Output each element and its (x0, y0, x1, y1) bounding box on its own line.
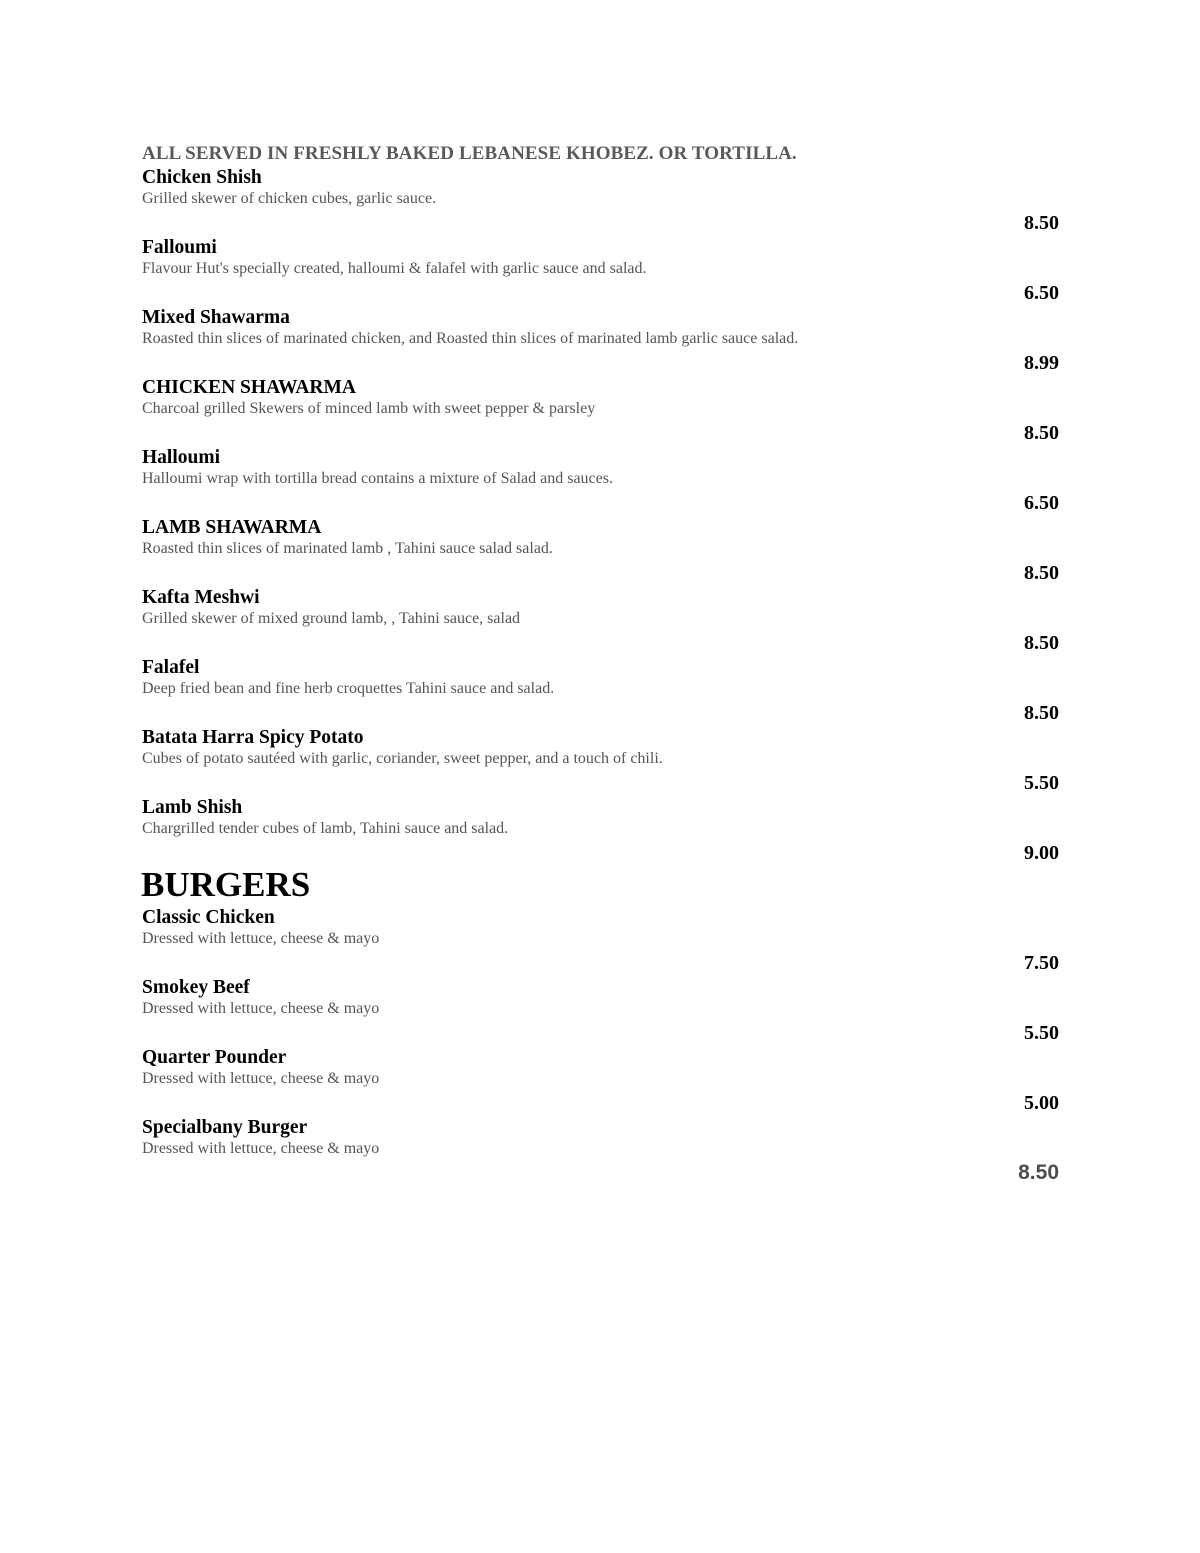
menu-item (0, 797, 1200, 865)
item-price: 5.00 (1024, 1092, 1059, 1114)
menu-item (0, 1047, 1200, 1115)
item-description: Deep fried bean and fine herb croquettes Tahini sauce and salad. (142, 680, 555, 697)
item-name: Kafta Meshwi (142, 587, 260, 608)
item-name: Classic Chicken (142, 907, 275, 928)
item-description: Roasted thin slices of marinated lamb , Tahini sauce salad salad. (142, 540, 553, 557)
section-title-burgers: BURGERS (141, 865, 311, 904)
item-name: Lamb Shish (142, 797, 243, 818)
item-description: Roasted thin slices of marinated chicken, and Roasted thin slices of marinated lamb garlic sauce salad. (142, 330, 799, 347)
item-price: 8.50 (1024, 422, 1059, 444)
item-price: 9.00 (1024, 842, 1059, 864)
item-description: Halloumi wrap with tortilla bread contains a mixture of Salad and sauces. (142, 470, 613, 487)
item-price: 8.99 (1024, 352, 1059, 374)
item-name: Specialbany Burger (142, 1117, 308, 1138)
item-description: Dressed with lettuce, cheese & mayo (142, 930, 380, 947)
item-description: Grilled skewer of chicken cubes, garlic sauce. (142, 190, 437, 207)
item-description: Cubes of potato sautéed with garlic, coriander, sweet pepper, and a touch of chili. (142, 750, 663, 767)
item-price: 8.50 (1024, 632, 1059, 654)
item-name: CHICKEN SHAWARMA (142, 377, 356, 398)
item-price: 8.50 (1024, 212, 1059, 234)
menu-item (0, 1117, 1200, 1185)
item-description: Dressed with lettuce, cheese & mayo (142, 1140, 380, 1157)
menu-item (0, 517, 1200, 585)
item-description: Dressed with lettuce, cheese & mayo (142, 1000, 380, 1017)
item-price: 8.50 (1024, 562, 1059, 584)
menu-item (0, 167, 1200, 235)
item-name: Falafel (142, 657, 200, 678)
item-price: 5.50 (1024, 1022, 1059, 1044)
item-name: Falloumi (142, 237, 217, 258)
menu-item (0, 237, 1200, 305)
item-description: Chargrilled tender cubes of lamb, Tahini sauce and salad. (142, 820, 509, 837)
item-name: Batata Harra Spicy Potato (142, 727, 364, 748)
item-description: Flavour Hut's specially created, halloumi & falafel with garlic sauce and salad. (142, 260, 647, 277)
menu-item (0, 727, 1200, 795)
menu-item (0, 907, 1200, 975)
menu-item (0, 657, 1200, 725)
menu-item (0, 977, 1200, 1045)
menu-item (0, 447, 1200, 515)
item-name: Quarter Pounder (142, 1047, 287, 1068)
menu-intro-note: ALL SERVED IN FRESHLY BAKED LEBANESE KHOBEZ. OR TORTILLA. (142, 143, 797, 164)
item-description: Dressed with lettuce, cheese & mayo (142, 1070, 380, 1087)
item-name: Mixed Shawarma (142, 307, 290, 328)
item-price: 6.50 (1024, 282, 1059, 304)
item-name: Halloumi (142, 447, 221, 468)
item-price: 5.50 (1024, 772, 1059, 794)
item-description: Grilled skewer of mixed ground lamb, , Tahini sauce, salad (142, 610, 521, 627)
item-price: 7.50 (1024, 952, 1059, 974)
item-price: 8.50 (1024, 702, 1059, 724)
item-price: 6.50 (1024, 492, 1059, 514)
menu-item (0, 307, 1200, 375)
item-name: Chicken Shish (142, 167, 262, 188)
menu-item (0, 377, 1200, 445)
item-description: Charcoal grilled Skewers of minced lamb with sweet pepper & parsley (142, 400, 596, 417)
item-name: LAMB SHAWARMA (142, 517, 322, 538)
item-price: 8.50 (1018, 1161, 1059, 1184)
item-name: Smokey Beef (142, 977, 250, 998)
menu-item (0, 587, 1200, 655)
